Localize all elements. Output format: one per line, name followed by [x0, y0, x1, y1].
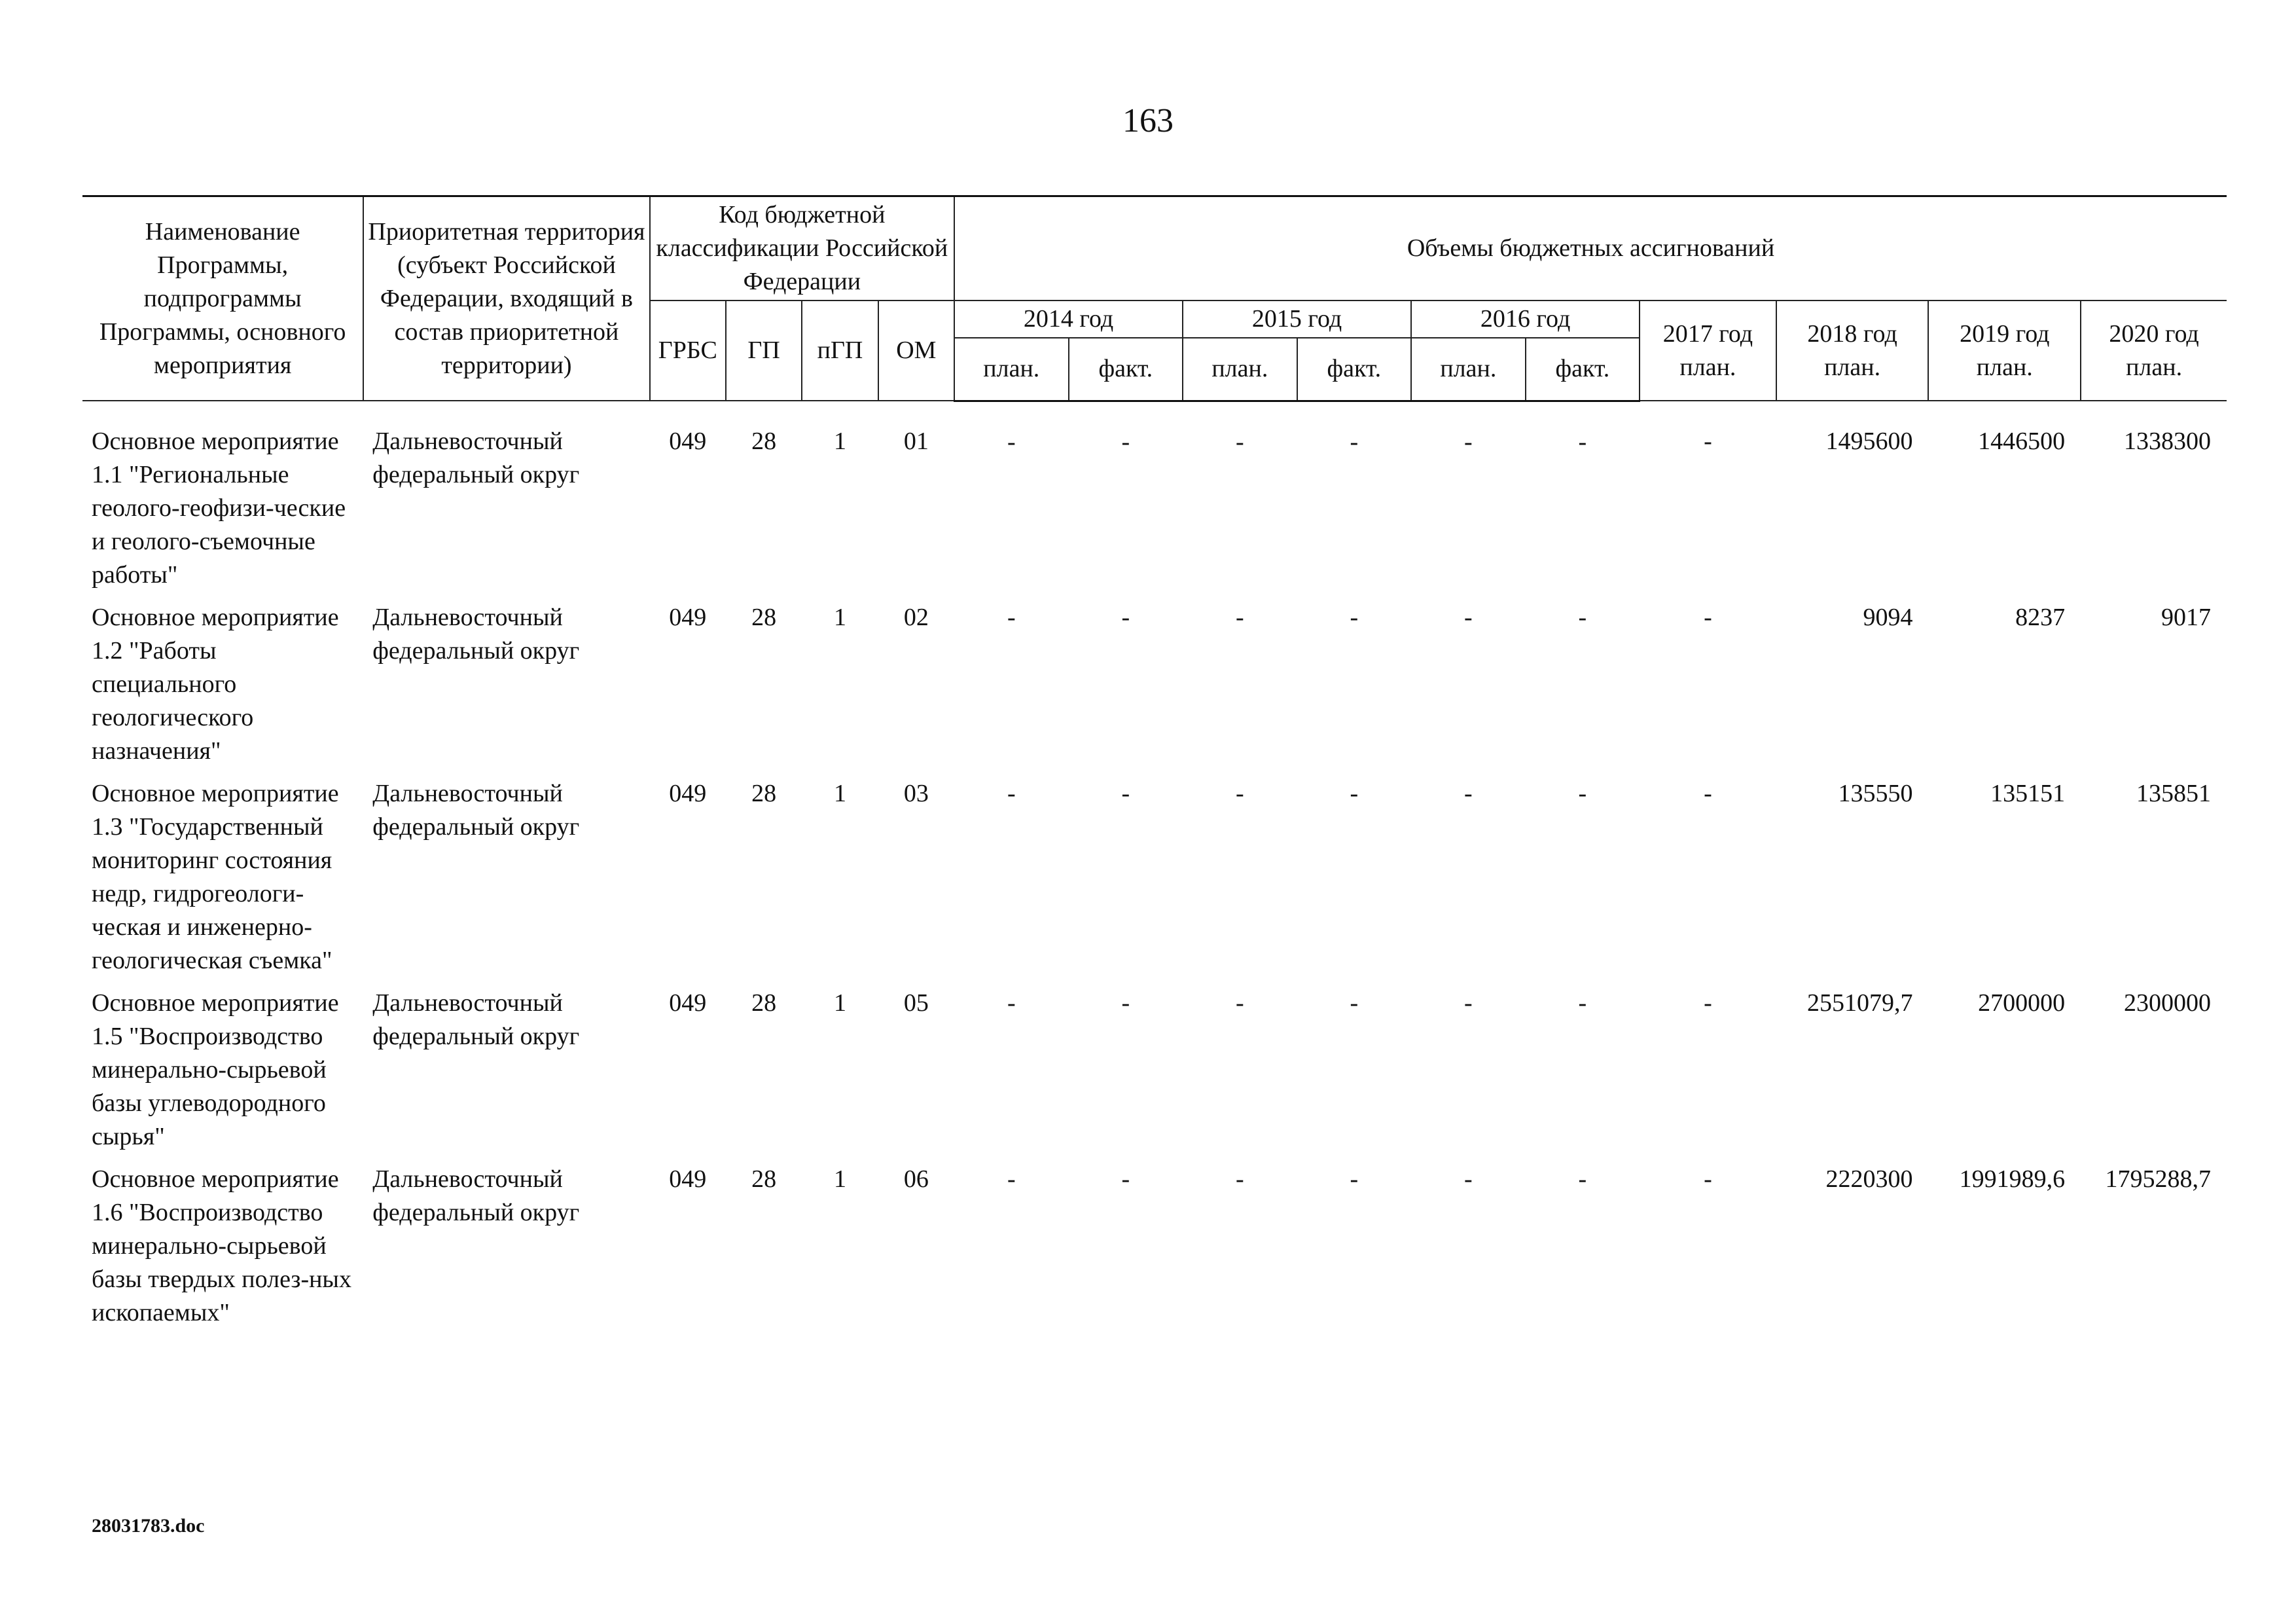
header-grbs: ГРБС — [650, 301, 726, 401]
row-om: 01 — [903, 428, 929, 455]
row-2014-fact: - — [1121, 1165, 1130, 1193]
header-gp: ГП — [726, 301, 802, 401]
header-2015-plan: план. — [1183, 338, 1297, 401]
row-grbs: 049 — [669, 428, 707, 455]
table-row — [82, 777, 2227, 987]
page-number: 163 — [1122, 102, 1174, 139]
row-pgp: 1 — [833, 428, 846, 455]
row-2014-fact: - — [1121, 604, 1130, 631]
row-2015-fact: - — [1350, 428, 1359, 456]
table-row — [82, 401, 2227, 601]
table-row — [82, 1163, 2227, 1339]
header-2016-fact: факт. — [1526, 338, 1640, 401]
row-2016-fact: - — [1578, 428, 1587, 456]
row-2016-plan: - — [1464, 989, 1473, 1017]
row-2015-plan: - — [1235, 604, 1244, 631]
row-territory: Дальневосточный федеральный округ — [372, 428, 580, 488]
row-2016-plan: - — [1464, 428, 1473, 456]
header-year-2018: 2018 год план. — [1776, 301, 1929, 401]
row-2019-plan: 2700000 — [1978, 989, 2066, 1017]
row-2015-plan: - — [1235, 428, 1244, 456]
row-2015-plan: - — [1235, 780, 1244, 807]
table-row — [82, 987, 2227, 1163]
row-2015-fact: - — [1350, 989, 1359, 1017]
row-2017-plan: - — [1704, 780, 1712, 807]
header-year-2020: 2020 год план. — [2081, 301, 2227, 401]
row-territory: Дальневосточный федеральный округ — [372, 604, 580, 665]
row-2015-plan: - — [1235, 1165, 1244, 1193]
row-pgp: 1 — [833, 989, 846, 1017]
row-2015-fact: - — [1350, 780, 1359, 807]
header-territory: Приоритетная территория (субъект Российской Федерации, входящий в состав приоритетной территории) — [363, 196, 649, 401]
row-gp: 28 — [751, 989, 777, 1017]
header-year-2015: 2015 год — [1183, 301, 1411, 338]
footer-filename: 28031783.doc — [92, 1515, 205, 1537]
row-om: 06 — [903, 1165, 929, 1193]
row-pgp: 1 — [833, 604, 846, 631]
header-year-2014: 2014 год — [954, 301, 1183, 338]
header-om: ОМ — [878, 301, 954, 401]
row-pgp: 1 — [833, 1165, 846, 1193]
row-2016-plan: - — [1464, 1165, 1473, 1193]
row-grbs: 049 — [669, 989, 707, 1017]
header-2015-fact: факт. — [1297, 338, 1412, 401]
row-gp: 28 — [751, 1165, 777, 1193]
row-name: Основное мероприятие 1.2 "Работы специального геологического назначения" — [92, 604, 339, 765]
budget-allocations-table — [82, 195, 2227, 1339]
header-budget-code: Код бюджетной классификации Российской Федерации — [650, 196, 954, 301]
row-2018-plan: 9094 — [1863, 604, 1913, 631]
row-2014-plan: - — [1007, 989, 1016, 1017]
row-2015-fact: - — [1350, 1165, 1359, 1193]
row-2014-fact: - — [1121, 780, 1130, 807]
row-2016-plan: - — [1464, 780, 1473, 807]
row-2019-plan: 135151 — [1990, 780, 2066, 807]
row-grbs: 049 — [669, 604, 707, 631]
row-2016-fact: - — [1578, 1165, 1587, 1193]
header-year-2016: 2016 год — [1411, 301, 1640, 338]
row-2018-plan: 135550 — [1838, 780, 1913, 807]
row-2015-plan: - — [1235, 989, 1244, 1017]
row-2014-plan: - — [1007, 604, 1016, 631]
row-territory: Дальневосточный федеральный округ — [372, 1165, 580, 1226]
row-2020-plan: 9017 — [2161, 604, 2211, 631]
row-name: Основное мероприятие 1.1 "Региональные геолого-геофизи-ческие и геолого-съемочные работы" — [92, 428, 346, 589]
row-om: 05 — [903, 989, 929, 1017]
row-2019-plan: 1991989,6 — [1959, 1165, 2066, 1193]
row-2014-plan: - — [1007, 1165, 1016, 1193]
header-2014-plan: план. — [954, 338, 1069, 401]
header-2016-plan: план. — [1411, 338, 1526, 401]
row-2014-plan: - — [1007, 780, 1016, 807]
row-gp: 28 — [751, 780, 777, 807]
row-2020-plan: 1338300 — [2124, 428, 2211, 455]
row-om: 03 — [903, 780, 929, 807]
header-2014-fact: факт. — [1069, 338, 1183, 401]
row-2015-fact: - — [1350, 604, 1359, 631]
row-2017-plan: - — [1704, 989, 1712, 1017]
row-2014-fact: - — [1121, 428, 1130, 456]
header-year-2017: 2017 год план. — [1640, 301, 1776, 401]
row-gp: 28 — [751, 428, 777, 455]
row-grbs: 049 — [669, 1165, 707, 1193]
row-2019-plan: 8237 — [2015, 604, 2066, 631]
row-2018-plan: 2551079,7 — [1806, 989, 1913, 1017]
row-2014-plan: - — [1007, 428, 1016, 456]
row-name: Основное мероприятие 1.3 "Государственный мониторинг состояния недр, гидрогеологи-ческая и инженерно-геологическая съемка" — [92, 780, 339, 974]
header-name: Наименование Программы, подпрограммы Программы, основного мероприятия — [82, 196, 363, 401]
row-2018-plan: 1495600 — [1825, 428, 1913, 455]
row-2020-plan: 2300000 — [2124, 989, 2211, 1017]
row-om: 02 — [903, 604, 929, 631]
row-2017-plan: - — [1704, 604, 1712, 631]
row-2017-plan: - — [1704, 1165, 1712, 1193]
row-2020-plan: 135851 — [2136, 780, 2211, 807]
row-pgp: 1 — [833, 780, 846, 807]
row-2018-plan: 2220300 — [1825, 1165, 1913, 1193]
row-name: Основное мероприятие 1.5 "Воспроизводство минерально-сырьевой базы углеводородного сырья" — [92, 989, 339, 1150]
row-gp: 28 — [751, 604, 777, 631]
row-2016-fact: - — [1578, 604, 1587, 631]
row-2020-plan: 1795288,7 — [2105, 1165, 2211, 1193]
header-volumes: Объемы бюджетных ассигнований — [954, 196, 2227, 301]
header-pgp: пГП — [802, 301, 878, 401]
table-row — [82, 601, 2227, 777]
row-2014-fact: - — [1121, 989, 1130, 1017]
row-2016-plan: - — [1464, 604, 1473, 631]
row-territory: Дальневосточный федеральный округ — [372, 989, 580, 1050]
row-2017-plan: - — [1704, 428, 1712, 455]
row-territory: Дальневосточный федеральный округ — [372, 780, 580, 841]
row-2016-fact: - — [1578, 989, 1587, 1017]
row-name: Основное мероприятие 1.6 "Воспроизводство минерально-сырьевой базы твердых полез-ных ископаемых" — [92, 1165, 351, 1326]
row-grbs: 049 — [669, 780, 707, 807]
row-2016-fact: - — [1578, 780, 1587, 807]
header-year-2019: 2019 год план. — [1928, 301, 2081, 401]
row-2019-plan: 1446500 — [1978, 428, 2066, 455]
